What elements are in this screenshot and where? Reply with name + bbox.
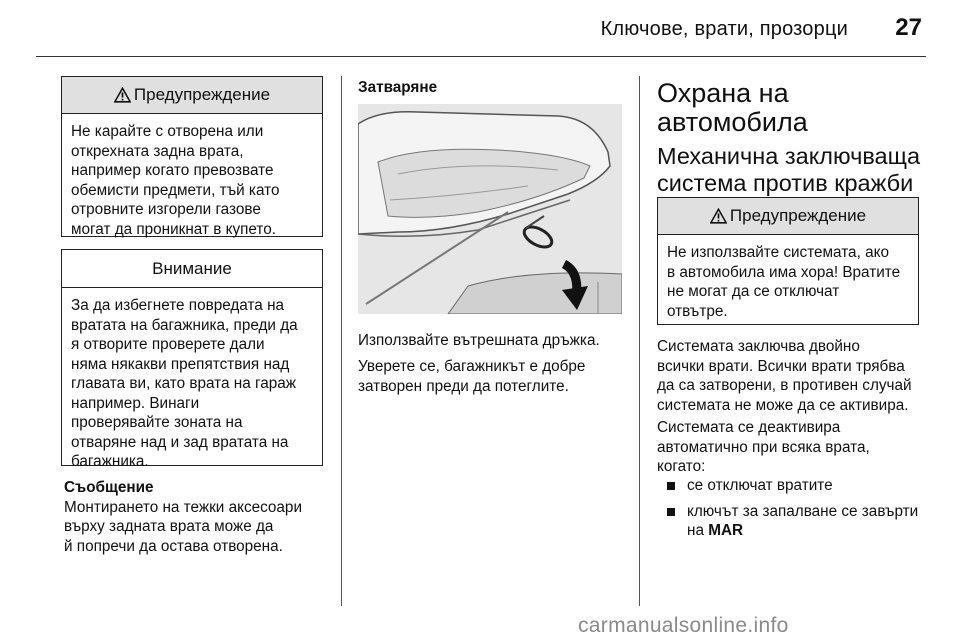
caution-box-header [62,250,322,288]
text-line: не могат да се отключат [667,283,840,300]
bullet-square-icon [667,482,675,490]
list-item-text-continuation [687,521,947,541]
running-header-title: Ключове, врати, прозорци [600,18,848,40]
heading-line: Механична заключваща [657,143,921,169]
text-line: вратата на багажника, преди да [71,316,298,334]
list-item-prefix: на [687,522,709,539]
warning-box-occupants [657,197,919,325]
text-line: могат да проникнат в купето. [71,220,276,238]
heading-line: система против кражби [657,169,914,196]
text-line: всички врати. Всички врати трябва [657,357,905,375]
text-line: Монтирането на тежки аксесоари [64,498,302,516]
warning-box-body [658,235,918,329]
bullet-square-icon [667,508,675,516]
text-line: например. Винаги [71,394,200,412]
column-divider-2 [639,76,640,606]
tailgate-closing-illustration [358,104,622,314]
section-heading-security [657,79,808,137]
figure-caption: Използвайте вътрешната дръжка. [358,332,600,349]
watermark: carmanualsonline.info [578,614,789,637]
ignition-position-label: MAR [708,522,744,539]
page-number: 27 [895,14,922,41]
warning-box-title: Предупреждение [729,206,867,225]
subsection-heading-antitheft [657,143,920,196]
text-line: открехната задна врата, [71,142,244,160]
warning-triangle-icon [114,87,131,103]
deactivation-conditions-list [657,476,947,541]
text-line: когато: [657,458,706,475]
text-line: върху задната врата може да [64,518,274,535]
text-line: отваряне над и зад вратата на [71,433,289,451]
text-line: Системата се деактивира [657,419,841,436]
text-line: в автомобила има хора! Вратите [667,263,901,281]
text-line: системата не може да се активира. [657,396,909,414]
column-divider-1 [341,76,342,606]
text-line: отровните изгорели газове [71,201,261,218]
notice-block [64,478,334,556]
text-line: няма някакви препятствия над [71,355,290,373]
heading-line: автомобила [657,107,808,137]
warning-box-body [62,114,322,247]
text-line: проверявайте зоната на [71,414,243,431]
text-line: й попречи да остава отворена. [64,537,283,555]
text-line: я отворите проверете дали [71,336,265,353]
text-line: обемисти предмети, тъй като [71,181,280,199]
text-line: отвътре. [667,302,728,320]
warning-triangle-icon [710,208,727,224]
text-line: автоматично при всяка врата, [657,438,870,456]
text-line: затворен преди да потеглите. [358,377,569,395]
list-item-text: се отключат вратите [687,477,833,494]
list-item-text: ключът за запалване се завърти [687,502,919,520]
caution-box [61,249,323,470]
security-paragraph-1 [657,337,947,415]
text-line: Уверете се, багажникът е добре [358,358,586,375]
closing-paragraph [358,357,633,396]
heading-line: Охрана на [657,78,789,108]
caution-box-title: Внимание [152,258,232,278]
warning-box-title: Предупреждение [133,85,271,104]
text-line: Не карайте с отворена или [71,123,264,140]
text-line: За да избегнете повредата на [71,297,285,314]
text-line: багажника. [71,453,149,470]
warning-box-header [658,198,918,235]
security-paragraph-2 [657,418,947,477]
list-item [657,502,947,541]
header-rule [36,56,926,57]
caution-box-body [62,288,322,480]
list-item [657,476,947,496]
text-line: главата ви, като врата на гараж [71,375,296,392]
text-line: да са затворени, в противен случай [657,377,912,394]
text-line: Системата заключва двойно [657,338,860,355]
section-heading-closing: Затваряне [358,79,438,96]
warning-box-exhaust [61,76,323,237]
notice-label: Съобщение [64,479,154,496]
text-line: Не използвайте системата, ако [667,244,889,261]
text-line: например когато превозвате [71,162,274,179]
warning-box-header [62,77,322,114]
